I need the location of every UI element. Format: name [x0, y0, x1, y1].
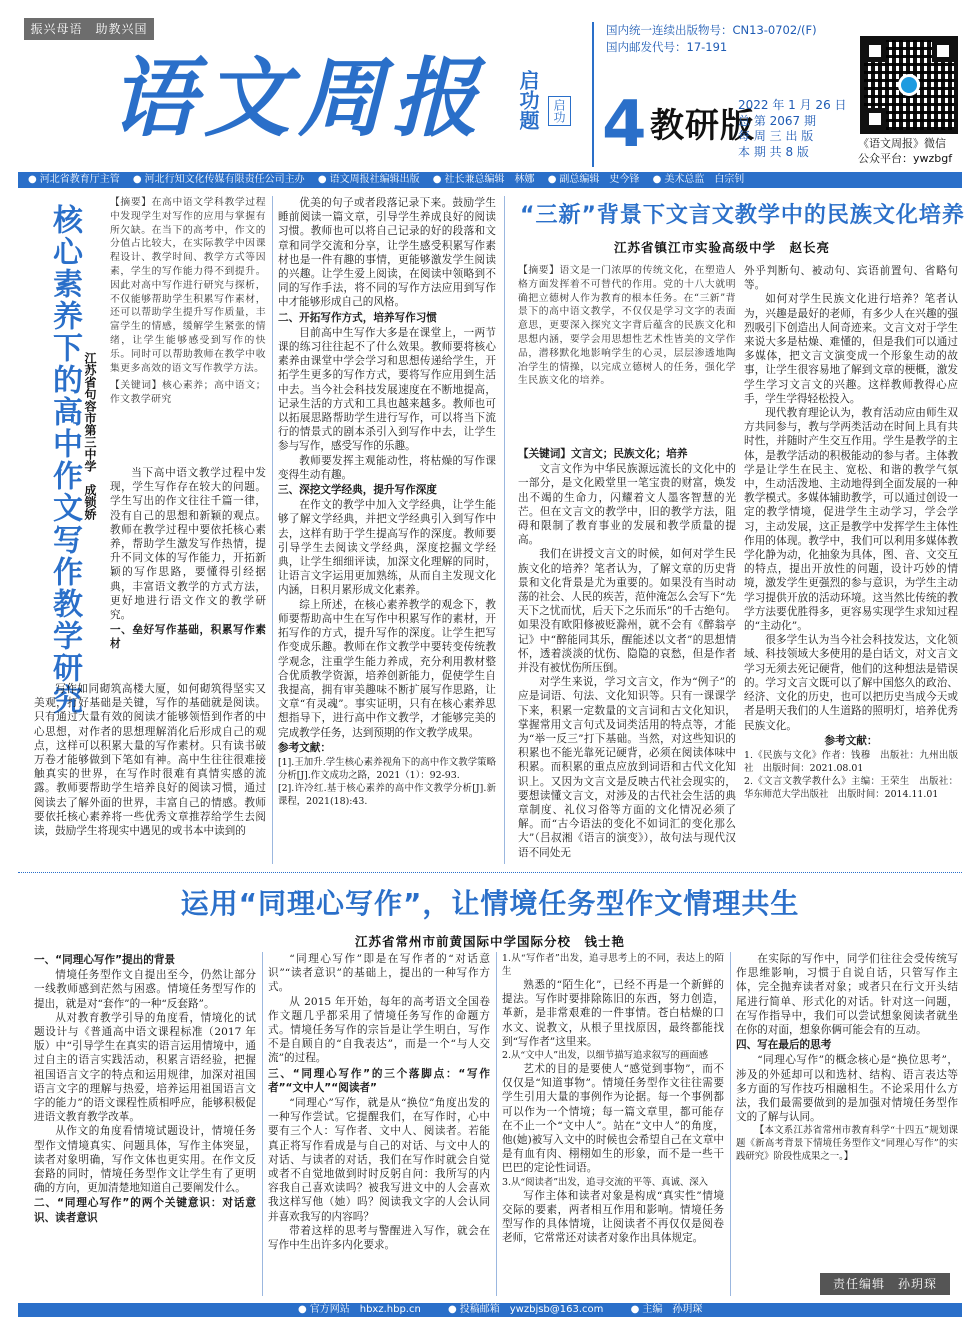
article1-author: 江苏省句容市第三中学 成锁娇: [83, 352, 97, 520]
abstract-text: 【摘要】语文是一门浓厚的传统文化，在塑造人格方面发挥着不可替代的作用。党的十八大就明确把立德树人作为教育的根本任务。在“三新”背景下的高中语文教学，不仅仅是学习文字的表面意思，更要深入探究文字背后蕴含的民族文化和思想内涵，要学会用思想性艺术性皆美的文学作品，潜移默化地影响学生的心灵，层层渗透地陶冶学生的情操，以完成立德树人的任务，强化学生民族文化的培养。: [518, 265, 736, 387]
article3-col3: [502, 952, 724, 1296]
issue-number: 总 第 2067 期: [738, 113, 816, 128]
paragraph: 写作如同砌筑高楼大厦，如何砌筑得坚实又美观，打好基础是关键，写作的基础就是阅读。只有通过大量有效的阅读才能够领悟到作者的中心思想，对作者的思想理解消化后形成自己的观点，这样可以积累大量的写作素材。只有读书破万卷才能够做到下笔如有神。高中生往往很难接触真实的世界，在写作时很难有真情实感的流露。教师要帮助学生培养良好的阅读习惯，通过阅读去了解外面的世界，丰富自己的情感。教师要依托核心素养将一些优秀文章推荐给学生去阅读，鼓励学生将现实中遇见的或书本中读到的: [34, 683, 266, 838]
article1-col1-bottom: [34, 682, 266, 864]
calligraphy-seal: 启功: [548, 96, 571, 126]
qr-code-icon[interactable]: [860, 36, 958, 134]
qr-finder-icon: [932, 40, 954, 62]
credit-item: ● 美术总监 白宗钊: [653, 174, 745, 185]
section-heading: 三、深挖文学经典，提升写作深度: [278, 484, 437, 497]
article2-abstract: [518, 264, 736, 442]
paragraph: 在作文的教学中加入文学经典，让学生能够了解文学经典，并把文学经典引入到写作中去，这样有助于学生提高写作的深度。教师要引导学生去阅读文学经典，深度挖掘文学经典，让学生细细评读，加深文化理解的同时，让语言文字运用更加熟练，从而自主发现文化内涵，日积月累形成文化素养。: [278, 499, 496, 597]
qr-logo-icon: [898, 74, 920, 96]
paragraph: 教师要发挥主观能动性，将枯燥的写作课变得生动有趣。: [278, 454, 496, 481]
keywords-text: 【关键词】文言文；民族文化；培养: [518, 448, 688, 460]
article2-title: “三新”背景下文言文教学中的民族文化培养: [520, 203, 965, 228]
references-title: 参考文献：: [278, 741, 331, 754]
article1-title: 核心素养下的高中作文写作教学研究: [47, 204, 82, 716]
edition-name: 教研版: [650, 106, 755, 146]
paragraph: 熟悉的“陌生化”，已经不再是一个新鲜的提法。写作时要排除陈旧的东西，努力创造，革新，是非常艰难的一件事情。苍白枯燥的口水文、说教文，从根子里找原因，最终都能找到“写作者”这里来。: [502, 979, 724, 1048]
article3-title: 运用“同理心写作”，让情境任务型作文情理共生: [180, 887, 800, 920]
article3-col4: [736, 952, 958, 1270]
article2-author: 江苏省镇江市实验高级中学 赵长亮: [614, 240, 831, 255]
qr-finder-icon: [864, 40, 886, 62]
paragraph: 对学生来说，学习文言文，作为“例子”的应是词语、句法、文化知识等。只有一课课学下来，积累一定数量的文言词和古文化知识，掌握常用文言句式及词类活用的特点等，才能为“举一反三”打下基础。当然，对这些知识的积累也不能光靠死记硬背，必须在阅读体味中积累。而积累的重点应放到词语和古代文化知识上。又因为文言文是反映古代社会现实的，要想读懂文言文，对涉及的古代社会生活的典章制度、礼仪习俗等方面的文化情况必须了解。而“古今语法的变化不如词汇的变化那么大”（吕叔湘《语言的演变》），故句法与现代汉语不同处无: [518, 676, 736, 859]
credits-bar: [18, 172, 962, 188]
publication-numbers: [606, 22, 817, 56]
slogan-banner: 振兴母语 助教兴国: [24, 18, 154, 40]
article3-col1: [34, 952, 256, 1296]
reference-item: 1.《民族与文化》作者：钱穆 出版社：九州出版社 出版时间：2021.08.01: [744, 749, 958, 774]
issue-pages: 本 期 共 8 版: [738, 144, 809, 159]
paragraph: “同理心写作”的概念核心是“换位思考”，涉及的外延却可以和选材、结构、语言表达等多方面的写作技巧相融相生。不论采用什么方法，我们最需要做到的是加强对情境任务型作文的了解与认同。: [736, 1054, 958, 1124]
column-rule: [730, 952, 731, 1296]
section-heading: 二、开拓写作方式，培养写作习惯: [278, 311, 437, 324]
references-title: 参考文献：: [824, 734, 878, 747]
paragraph: 写作主体和读者对象是构成“真实性”情境交际的要素，两者相互作用和影响。情境任务型写作的具体情境，让阅读者不再仅仅是阅卷老师，它常常还对读者对象作出具体规定。: [502, 1189, 724, 1245]
paragraph: “同理心写作”即是在写作者的“对话意识”“读者意识”的基础上，提出的一种写作方式。: [268, 953, 490, 994]
paragraph: 带着这样的思考与警醒进入写作，就会在写作中生出许多内化要求。: [268, 1224, 490, 1252]
paragraph: 现代教育理论认为，教育活动应由师生双方共同参与，教与学两类活动在时间上具有共时性，并随时产生交互作用。学生是教学的主体，是教学活动的积极能动的参与者。主体教学是让学生在民主、宽松、和谐的教学气氛中，生动活泼地、主动地得到全面发展的一种教学模式。多媒体辅助教学，可以通过创设一定的教学情境，促进学生主动学习，学会学习，主动发展，这正是教学中发挥学生主体性作用的体现。教学中，我们可以利用多媒体教学化静为动，化抽象为具体，图、音、文交互的特点，提出开放性的问题，设计巧妙的情境，激发学生更强烈的参与意识，为学生主动学习提供开放的活动环境。这当然比传统的教学方法要优胜得多，更容易实现学生求知过程的“主动化”。: [744, 407, 958, 633]
article1-col2: [278, 196, 496, 864]
section-heading: 一、“同理心写作”提出的背景: [34, 954, 176, 966]
masthead-divider: [592, 22, 594, 167]
paragraph: 外乎判断句、被动句、宾语前置句、省略句等。: [744, 265, 958, 292]
credit-item: ● 河北行知文化传媒有限责任公司主办: [133, 174, 305, 185]
paragraph: 文言文作为中华民族源远流长的文化中的一部分，是文化殿堂里一笔宝贵的财富，焕发出不竭的生命力，闪耀着文人墨客智慧的光芒。但在文言文的教学中，旧的教学方法，阻碍和限制了教育事业的发展和教学质量的提高。: [518, 463, 736, 547]
column-rule: [272, 196, 273, 864]
paragraph: 从对教育教学引导的角度看，情境化的试题设计与《普通高中语文课程标准（2017 年版）中“引导学生在真实的语言运用情境中，通过自主的语言实践活动，积累言语经验，把握祖国语言文字的特点和运用规律，加深对祖国语言文字的理解与热爱，培养运用祖国语言文字的能力”的语文课程性质相呼应，能够积极促进语文教育教学改革。: [34, 1011, 256, 1124]
reference-item: [2].许冷红.基于核心素养的高中作文教学分析[J].新课程，2021(18):43.: [278, 782, 496, 807]
wechat-line: 公众平台：ywzbgf: [858, 152, 953, 165]
reference-item: [1].王加升.学生核心素养视角下的高中作文教学策略分析[J].作文成功之路，2021（1）：92-93.: [278, 756, 496, 781]
cn-number: 国内统一连续出版物号：CN13-0702/(F): [606, 23, 817, 37]
wechat-line: 《语文周报》微信: [858, 137, 946, 150]
paragraph: 如何对学生民族文化进行培养？笔者认为，兴趣是最好的老师，有多少人在兴趣的强烈吸引下创造出人间奇迹来。文言文对于学生来说大多是枯燥、难懂的，但是我们可以通过多媒体，把文言文演变成一个形象生动的故事，让学生很容易地了解到文章的梗概，激发学生学习文言文的兴趣。这样教师教得心应手，学生学得轻松投入。: [744, 293, 958, 405]
paragraph: 从作文的角度看情境试题设计，情境任务型作文情境真实、问题具体，写作主体突显，读者对象明确，写作文体也更实用。在作文反套路的同时，情境任务型作文让学生有了更明确的方向，更加清楚地知道自己要阐发什么。: [34, 1125, 256, 1195]
issue-meta: [738, 98, 847, 160]
postal-code: 国内邮发代号：17-191: [606, 40, 728, 54]
article3-col2: [268, 952, 490, 1296]
reference-item: 2.《文言文教学教什么》主编：王荣生 出版社：华东师范大学出版社 出版时间：2014.11.01: [744, 775, 958, 800]
section-heading: 二、“同理心写作”的两个关键意识：对话意识、读者意识: [34, 1197, 256, 1224]
section-heading: 三、“同理心写作”的三个落脚点：“写作者”“文中人”“阅读者”: [268, 1067, 490, 1094]
footer-website-link[interactable]: ● 官方网站 hbxz.hbp.cn: [298, 1304, 421, 1315]
abstract-text: 【摘要】在高中语文学科教学过程中发现学生对写作的应用与掌握有所欠缺。在当下的高考中，作文的分值占比较大，在实际教学中因课程设计、教学时间、教学方式等因素，学生的写作能力得不到提升。因此对高中写作进行研究与探析，不仅能够帮助学生积累写作素材，还可以帮助学生提升写作质量，丰富学生的情感，缓解学生紧张的情绪，让学生能够感受到写作的快乐。同时可以帮助教师在教学中收集更多高效的语文写作教学方法。: [110, 197, 266, 374]
column-rule: [262, 952, 263, 1296]
paragraph: 目前高中生写作大多是在课堂上，一两节课的练习往往起不了什么效果。教师要将核心素养由课堂中学会学习和思想传递给学生，开拓学生更多的写作方式，要将写作应用到生活中去。当今社会科技发展速度在不断地提高，记录生活的方式和工具也越来越多。教师也可以拓展思路帮助学生进行写作，可以将当下流行的情景式的剧本杀引入到写作中去，让学生参与写作，感受写作的乐趣。: [278, 326, 496, 453]
credit-item: ● 河北省教育厅主管: [28, 174, 120, 185]
paragraph: “同理心”写作，就是从“换位”角度出发的一种写作尝试。它提醒我们，在写作时，心中要有三个人：写作者、文中人、阅读者。若能真正将写作看成是与自己的对话、与文中人的对话、与读者的对话，我们在写作时就会自觉或者不自觉地做到时时反躬自问：我所写的内容我自己喜欢读吗？被我写进文中的人会喜欢我这样写他（她）吗？阅读我文字的人会认同并喜欢我写的内容吗？: [268, 1097, 490, 1223]
article1-intro: [110, 466, 266, 682]
project-note: 【本文系江苏省常州市教育科学“十四五”规划课题《新高考背景下情境任务型作文“同理心写作”的实践研究》阶段性成果之一。】: [736, 1125, 958, 1163]
paragraph: 综上所述，在核心素养教学的观念下，教师要帮助高中生在写作中积累写作的素材，开拓写作的方式，提升写作的深度。让学生把写作变成乐趣。教师在作文教学中要转变传统教学观念，注重学生能力养成，充分利用教材整合优质教学资源，培养创新能力，促使学生自我提高，拥有审美趣味不断扩展写作思路，让文章“有灵魂”。事实证明，只有在核心素养思想指导下，进行高中作文教学，才能够完美的完成教学任务，达到预期的作文教学成果。: [278, 598, 496, 739]
subheading: 3.从“阅读者”出发，追寻交流的平等、真诚、深入: [502, 1176, 709, 1188]
wechat-info: [858, 136, 952, 166]
footer-editor: ● 主编 孙玥琛: [631, 1304, 703, 1315]
issue-date: 2022 年 1 月 26 日: [738, 98, 847, 112]
keywords-text: 【关键词】核心素养；高中语文；作文教学研究: [110, 380, 266, 406]
subheading: 1.从“写作者”出发，追寻思考上的不同，表达上的陌生: [502, 953, 724, 977]
paragraph: 从 2015 年开始，每年的高考语文全国卷作文题几乎都采用了情境任务写作的命题方式。情境任务写作的宗旨是让学生明白，写作不是自顾自的“自我表达”，而是一个“与人交流”的过程。: [268, 995, 490, 1065]
credit-item: ● 社长兼总编辑 林娜: [433, 174, 535, 185]
article2-col2: [744, 264, 958, 864]
article3-author: 江苏省常州市前黄国际中学国际分校 钱士艳: [354, 934, 625, 949]
paragraph: 艺术的目的是要使人“感觉到事物”，而不仅仅是“知道事物”。情境任务型作文往往需要学生引用大量的事例作为论据。每一个事例都可以作为一个情境；每一篇文章里，都可能存在不止一个“文中人”。站在“文中人”的角度，他(她)被写入文中的时候也会希望自己在文章中是有血有肉、栩栩如生的形象，而不是一些干巴巴的定论性词语。: [502, 1063, 724, 1175]
newspaper-logo: 语文周报: [110, 48, 486, 149]
subheading: 2.从“文中人”出发，以细节描写追求叙写的画面感: [502, 1050, 709, 1062]
edition-number: 4: [602, 88, 647, 162]
qr-finder-icon: [864, 108, 886, 130]
article2-col1: [518, 446, 736, 864]
credit-item: ● 副总编辑 史今锋: [548, 174, 640, 185]
footer-email-link[interactable]: ● 投稿邮箱 ywzbjsb@163.com: [448, 1304, 603, 1315]
issue-frequency: 每 周 三 出 版: [738, 129, 814, 143]
column-rule: [504, 196, 505, 864]
paragraph: 当下高中语文教学过程中发现，学生写作存在较大的问题。学生写出的作文往往千篇一律，没有自己的思想和新颖的观点。教师在教学过程中要依托核心素养，帮助学生激发写作热情，提升不同文体的写作能力，开拓新颖的写作思路，要懂得引经据典，丰富语文教学的方式方法，更好地进行语文作文的教学研究。: [110, 467, 266, 622]
section-heading: 四、写在最后的思考: [736, 1039, 832, 1052]
paragraph: 优美的句子或者段落记录下来。鼓励学生睡前阅读一篇文章，引导学生养成良好的阅读习惯。教师也可以将自己记录的好的段落和文章和同学交流和分享，让学生感受积累写作素材也是一件有趣的事情，更能够激发学生阅读的兴趣。让学生爱上阅读，在阅读中领略到不同的写作手法，将不同的写作方法应用到写作中才能够形成自己的风格。: [278, 197, 496, 309]
responsible-editor: 责任编辑 孙玥琛: [820, 1273, 950, 1295]
column-rule: [496, 952, 497, 1296]
credit-item: ● 语文周报社编辑出版: [318, 174, 420, 185]
calligraphy-signature: 启功题: [516, 70, 540, 130]
article1-abstract: [110, 196, 266, 450]
section-heading: 一、垒好写作基础，积累写作素材: [110, 624, 266, 651]
paragraph: 很多学生认为当今社会科技发达，文化领域、科技领域大多使用的是白话文，对文言文学习无须去死记硬背，他们的这种想法是错误的。学习文言文既可以了解中国悠久的政治、经济、文化的历史，也可以把历史当成今天或者是明天我们的人生道路的照明灯，培养优秀民族文化。: [744, 634, 958, 732]
paragraph: 我们在讲授文言文的时候，如何对学生民族文化的培养？笔者认为，了解文章的历史背景和文化背景是尤为重要的。如果没有当时动荡的社会、人民的疾苦，范仲淹怎么会写下“先天下之忧而忧，后天下之乐而乐”的千古绝句。如果没有欧阳修被贬滁州，就不会有《醉翁亭记》中“醉能同其乐，醒能述以文者”的思想情怀，透着淡淡的忧伤、隐隐的哀愁，但是作者并没有被忧伤所压倒。: [518, 548, 736, 675]
paragraph: 情境任务型作文自提出至今，仍然让部分一线教师感到茫然与困惑。情境任务型写作的提出，就是对“套作”的一种“反套路”。: [34, 969, 256, 1010]
paragraph: 在实际的写作中，同学们往往会受传统写作思维影响，习惯于自说自话，只管写作主体，完全抛弃读者对象；或者只在行文开头结尾进行简单、形式化的对话。针对这一问题，在写作指导中，我们可以尝试想象阅读者就坐在你的对面，想象你俩可能会有的互动。: [736, 953, 958, 1037]
section-divider: [18, 872, 962, 873]
footer-bar: [18, 1303, 962, 1317]
